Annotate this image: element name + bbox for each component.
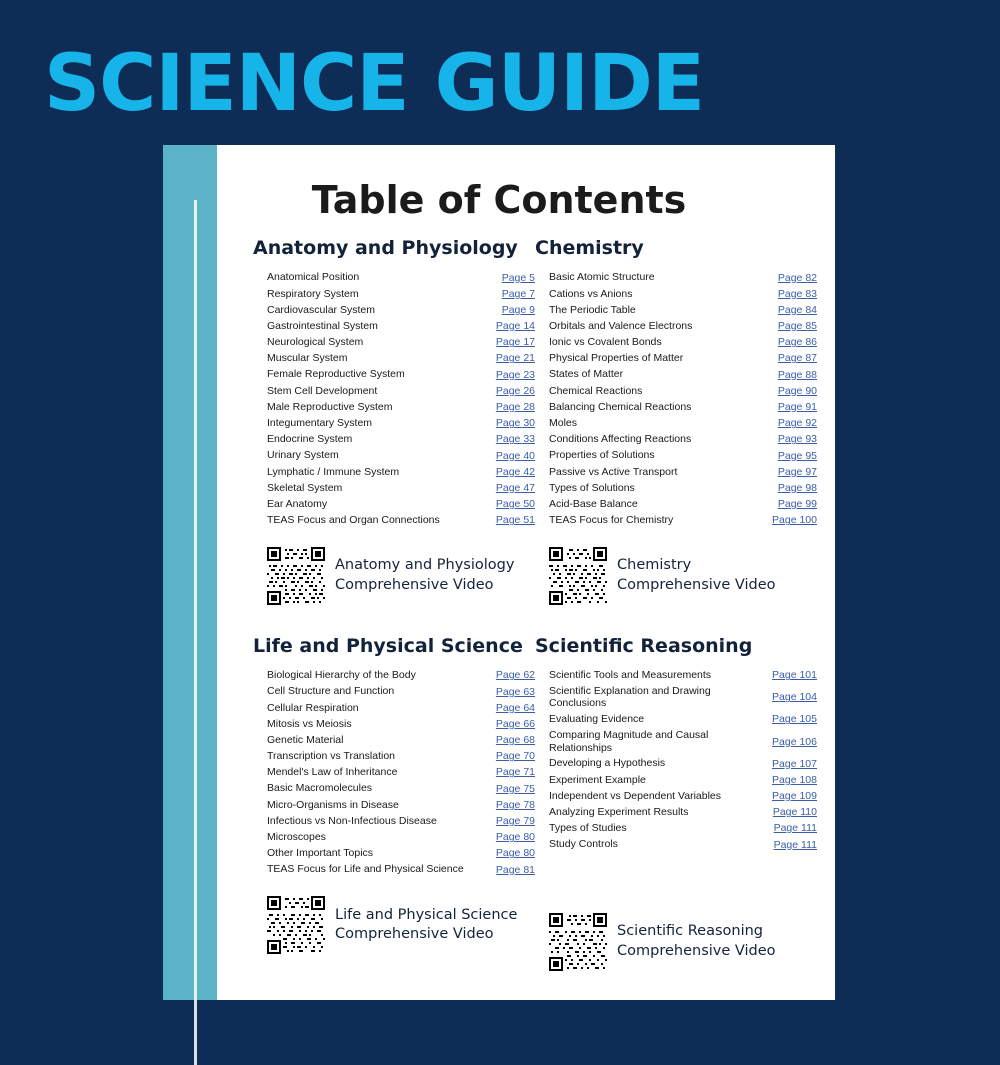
toc-entry-label: Basic Atomic Structure xyxy=(549,271,655,284)
toc-entry-label: Balancing Chemical Reactions xyxy=(549,400,692,413)
toc-list xyxy=(535,271,817,527)
list-item[interactable] xyxy=(535,757,817,770)
toc-entry-label: Muscular System xyxy=(267,352,348,365)
qr-caption-line2: Comprehensive Video xyxy=(335,576,494,593)
section-heading: Life and Physical Science xyxy=(253,634,523,657)
toc-entry-label: Orbitals and Valence Electrons xyxy=(549,319,693,332)
toc-entry-page[interactable]: Page 79 xyxy=(495,815,535,827)
toc-entry-label: Developing a Hypothesis xyxy=(549,757,666,770)
list-item[interactable] xyxy=(253,798,535,811)
toc-entry-label: Analyzing Experiment Results xyxy=(549,805,689,818)
list-item[interactable] xyxy=(535,352,817,365)
qr-code-icon[interactable] xyxy=(549,547,607,605)
toc-entry-label: Gastrointestinal System xyxy=(267,319,378,332)
toc-entry-page[interactable]: Page 101 xyxy=(772,669,817,682)
toc-entry-label: Ear Anatomy xyxy=(267,497,328,510)
list-item[interactable] xyxy=(253,449,535,462)
toc-content xyxy=(217,237,835,1000)
toc-entry-label: Genetic Material xyxy=(267,733,344,746)
list-item[interactable] xyxy=(535,481,817,494)
toc-entry-page[interactable]: Page 30 xyxy=(495,417,535,430)
toc-entry-label: Other Important Topics xyxy=(267,847,374,860)
toc-entry-page[interactable]: Page 42 xyxy=(495,465,535,478)
list-item[interactable] xyxy=(253,717,535,730)
qr-caption xyxy=(617,556,776,595)
list-item[interactable] xyxy=(253,287,535,300)
toc-entry-page[interactable]: Page 51 xyxy=(495,514,535,527)
toc-entry-label: Independent vs Dependent Variables xyxy=(549,789,722,802)
qr-code-icon[interactable] xyxy=(267,547,325,605)
toc-entry-page[interactable]: Page 75 xyxy=(495,782,535,795)
toc-entry-page[interactable]: Page 7 xyxy=(501,287,535,300)
qr-caption-line2: Comprehensive Video xyxy=(617,576,776,593)
toc-entry-page[interactable]: Page 5 xyxy=(501,271,535,284)
toc-section-scientific-reasoning xyxy=(535,635,817,971)
toc-entry-page[interactable]: Page 21 xyxy=(495,352,535,365)
qr-caption-line1: Chemistry xyxy=(617,557,692,574)
side-band-line xyxy=(194,200,197,1065)
toc-entry-page[interactable]: Page 14 xyxy=(495,320,535,333)
toc-entry-label: Ionic vs Covalent Bonds xyxy=(549,336,662,349)
toc-entry-label: States of Matter xyxy=(549,368,624,381)
qr-block-life-and-physical-science[interactable] xyxy=(253,896,535,954)
list-item[interactable] xyxy=(253,514,535,527)
list-item[interactable] xyxy=(535,789,817,802)
list-item[interactable] xyxy=(253,271,535,284)
toc-entry-page[interactable]: Page 86 xyxy=(777,336,817,349)
toc-entry-page[interactable]: Page 105 xyxy=(772,713,817,726)
toc-entry-page[interactable]: Page 9 xyxy=(501,303,535,316)
toc-entry-label: Stem Cell Development xyxy=(267,384,378,397)
qr-caption xyxy=(335,556,514,595)
qr-block-scientific-reasoning[interactable] xyxy=(535,913,817,971)
list-item[interactable] xyxy=(253,401,535,414)
list-item[interactable] xyxy=(253,384,535,397)
list-item[interactable] xyxy=(253,368,535,381)
toc-entry-label: Passive vs Active Transport xyxy=(549,465,678,478)
toc-entry-page[interactable]: Page 80 xyxy=(495,847,535,860)
toc-entry-label: Cardiovascular System xyxy=(267,303,375,316)
toc-entry-page[interactable]: Page 97 xyxy=(777,465,817,478)
toc-entry-page[interactable]: Page 23 xyxy=(495,368,535,381)
toc-entry-page[interactable]: Page 106 xyxy=(772,735,817,748)
list-item[interactable] xyxy=(535,838,817,851)
list-item[interactable] xyxy=(535,417,817,430)
toc-entry-label: Biological Hierarchy of the Body xyxy=(267,669,416,682)
toc-entry-page[interactable]: Page 80 xyxy=(495,831,535,844)
list-item[interactable] xyxy=(535,498,817,511)
list-item[interactable] xyxy=(253,847,535,860)
toc-entry-label: Acid-Base Balance xyxy=(549,497,638,510)
toc-entry-label: TEAS Focus for Life and Physical Science xyxy=(267,863,464,876)
toc-entry-page[interactable]: Page 95 xyxy=(777,449,817,462)
list-item[interactable] xyxy=(253,303,535,316)
toc-entry-label: Micro-Organisms in Disease xyxy=(267,798,399,811)
toc-list xyxy=(253,271,535,527)
toc-entry-label: Cations vs Anions xyxy=(549,287,633,300)
qr-caption-line2: Comprehensive Video xyxy=(617,943,776,959)
toc-entry-page[interactable]: Page 98 xyxy=(777,481,817,494)
list-item[interactable] xyxy=(535,822,817,835)
list-item[interactable] xyxy=(253,685,535,698)
toc-entry-label: Chemical Reactions xyxy=(549,384,643,397)
toc-entry-page[interactable]: Page 78 xyxy=(495,798,535,811)
toc-entry-label: Physical Properties of Matter xyxy=(549,352,684,365)
list-item[interactable] xyxy=(535,449,817,462)
section-heading: Chemistry xyxy=(535,237,644,259)
toc-entry-page[interactable]: Page 100 xyxy=(772,514,817,527)
toc-entry-label: Properties of Solutions xyxy=(549,449,655,462)
toc-entry-label: Moles xyxy=(549,417,578,429)
toc-entry-page[interactable]: Page 107 xyxy=(772,757,817,770)
toc-entry-label: The Periodic Table xyxy=(549,303,636,316)
toc-entry-label: Conditions Affecting Reactions xyxy=(549,433,692,446)
toc-entry-page[interactable]: Page 63 xyxy=(495,685,535,698)
toc-entry-page[interactable]: Page 28 xyxy=(495,401,535,413)
list-item[interactable] xyxy=(253,352,535,365)
toc-section-chemistry xyxy=(535,237,817,605)
section-heading: Scientific Reasoning xyxy=(535,634,753,657)
toc-list xyxy=(535,669,817,851)
list-item[interactable] xyxy=(535,514,817,527)
toc-entry-page[interactable]: Page 82 xyxy=(777,271,817,284)
toc-entry-label: Study Controls xyxy=(549,838,618,851)
toc-entry-page[interactable]: Page 17 xyxy=(495,336,535,349)
toc-entry-page[interactable]: Page 68 xyxy=(495,734,535,747)
list-item[interactable] xyxy=(253,750,535,763)
list-item[interactable] xyxy=(253,433,535,446)
list-item[interactable] xyxy=(535,465,817,478)
qr-caption xyxy=(335,906,517,945)
toc-entry-label: Microscopes xyxy=(267,831,326,843)
list-item[interactable] xyxy=(535,806,817,819)
toc-entry-label: Anatomical Position xyxy=(267,271,360,284)
toc-entry-label: Cell Structure and Function xyxy=(267,685,395,698)
toc-entry-label: Male Reproductive System xyxy=(267,400,393,413)
section-heading: Anatomy and Physiology xyxy=(253,237,518,259)
list-item[interactable] xyxy=(535,773,817,786)
toc-entry-page[interactable]: Page 83 xyxy=(777,287,817,300)
list-item[interactable] xyxy=(535,713,817,726)
list-item[interactable] xyxy=(253,701,535,714)
list-item[interactable] xyxy=(253,481,535,494)
toc-entry-label: Female Reproductive System xyxy=(267,368,405,381)
toc-entry-page[interactable]: Page 111 xyxy=(773,822,817,835)
toc-entry-page[interactable]: Page 91 xyxy=(777,401,817,413)
toc-entry-label: Types of Solutions xyxy=(549,481,635,494)
toc-entry-label: Scientific Explanation and Drawing Conclusions xyxy=(549,685,711,710)
list-item[interactable] xyxy=(535,303,817,316)
toc-entry-page[interactable]: Page 85 xyxy=(777,320,817,333)
toc-entry-label: Transcription vs Translation xyxy=(267,750,395,763)
toc-entry-label: Experiment Example xyxy=(549,773,646,786)
list-item[interactable] xyxy=(253,831,535,844)
toc-entry-page[interactable]: Page 62 xyxy=(495,669,535,682)
toc-columns-top xyxy=(217,237,835,605)
toc-entry-label: Basic Macromolecules xyxy=(267,782,373,795)
list-item[interactable] xyxy=(253,766,535,779)
qr-caption-line2: Comprehensive Video xyxy=(335,926,494,943)
toc-entry-label: Infectious vs Non-Infectious Disease xyxy=(267,814,437,827)
list-item[interactable] xyxy=(253,782,535,795)
toc-entry-label: Skeletal System xyxy=(267,481,343,494)
qr-code-icon[interactable] xyxy=(549,913,607,971)
list-item[interactable] xyxy=(535,320,817,333)
toc-entry-page[interactable]: Page 33 xyxy=(495,433,535,446)
list-item[interactable] xyxy=(535,271,817,284)
list-item[interactable] xyxy=(535,685,817,710)
toc-entry-page[interactable]: Page 93 xyxy=(777,433,817,446)
qr-caption-line1: Life and Physical Science xyxy=(335,906,518,923)
toc-entry-page[interactable]: Page 92 xyxy=(777,417,817,430)
list-item[interactable] xyxy=(535,368,817,381)
toc-list xyxy=(253,669,535,876)
toc-entry-label: Evaluating Evidence xyxy=(549,713,645,726)
list-item[interactable] xyxy=(535,384,817,397)
toc-entry-label: TEAS Focus for Chemistry xyxy=(549,514,674,527)
qr-caption-line1: Scientific Reasoning xyxy=(617,923,764,940)
document-page xyxy=(163,145,835,1000)
toc-entry-label: Integumentary System xyxy=(267,417,373,429)
list-item[interactable] xyxy=(253,336,535,349)
list-item[interactable] xyxy=(253,498,535,511)
toc-entry-page[interactable]: Page 90 xyxy=(777,384,817,397)
qr-caption xyxy=(617,922,776,961)
toc-columns-bottom xyxy=(217,635,835,971)
page-side-band xyxy=(163,145,217,1000)
toc-entry-label: TEAS Focus and Organ Connections xyxy=(267,514,440,527)
banner-title: SCIENCE GUIDE xyxy=(44,39,705,129)
list-item[interactable] xyxy=(253,669,535,682)
list-item[interactable] xyxy=(535,729,817,754)
list-item[interactable] xyxy=(535,433,817,446)
toc-entry-page[interactable]: Page 81 xyxy=(495,863,535,876)
list-item[interactable] xyxy=(253,320,535,333)
list-item[interactable] xyxy=(253,465,535,478)
toc-entry-page[interactable]: Page 66 xyxy=(495,717,535,730)
toc-entry-label: Cellular Respiration xyxy=(267,701,359,714)
toc-entry-page[interactable]: Page 71 xyxy=(495,766,535,779)
toc-entry-label: Mitosis vs Meiosis xyxy=(267,717,352,730)
toc-entry-label: Comparing Magnitude and Causal Relationships xyxy=(549,729,709,754)
toc-entry-label: Types of Studies xyxy=(549,822,627,835)
toc-entry-label: Urinary System xyxy=(267,449,339,462)
toc-entry-page[interactable]: Page 104 xyxy=(772,691,817,704)
list-item[interactable] xyxy=(535,401,817,414)
toc-entry-label: Lymphatic / Immune System xyxy=(267,465,400,478)
toc-entry-page[interactable]: Page 70 xyxy=(495,750,535,763)
toc-entry-label: Scientific Tools and Measurements xyxy=(549,669,712,682)
list-item[interactable] xyxy=(535,287,817,300)
toc-entry-page[interactable]: Page 108 xyxy=(772,773,817,786)
toc-entry-page[interactable]: Page 111 xyxy=(773,838,817,851)
toc-entry-page[interactable]: Page 110 xyxy=(772,806,817,819)
page-title: Table of Contents xyxy=(311,178,687,222)
toc-entry-page[interactable]: Page 40 xyxy=(495,449,535,462)
toc-entry-label: Mendel's Law of Inheritance xyxy=(267,766,398,779)
qr-block-anatomy[interactable] xyxy=(253,547,535,605)
toc-entry-page[interactable]: Page 109 xyxy=(772,789,817,802)
toc-entry-page[interactable]: Page 87 xyxy=(777,352,817,365)
toc-entry-page[interactable]: Page 99 xyxy=(777,498,817,511)
qr-caption-line1: Anatomy and Physiology xyxy=(335,557,515,574)
toc-entry-label: Neurological System xyxy=(267,336,364,349)
list-item[interactable] xyxy=(535,669,817,682)
list-item[interactable] xyxy=(253,863,535,876)
list-item[interactable] xyxy=(253,734,535,747)
toc-entry-page[interactable]: Page 64 xyxy=(495,701,535,714)
list-item[interactable] xyxy=(535,336,817,349)
list-item[interactable] xyxy=(253,815,535,828)
toc-entry-page[interactable]: Page 47 xyxy=(495,481,535,494)
toc-section-life-and-physical-science xyxy=(253,635,535,971)
toc-entry-page[interactable]: Page 26 xyxy=(495,384,535,397)
qr-block-chemistry[interactable] xyxy=(535,547,817,605)
toc-entry-label: Respiratory System xyxy=(267,287,359,300)
toc-entry-page[interactable]: Page 84 xyxy=(777,303,817,316)
toc-entry-page[interactable]: Page 50 xyxy=(495,498,535,511)
list-item[interactable] xyxy=(253,417,535,430)
qr-code-icon[interactable] xyxy=(267,896,325,954)
toc-entry-label: Endocrine System xyxy=(267,433,353,446)
toc-section-anatomy-and-physiology xyxy=(253,237,535,605)
section-gap xyxy=(217,605,835,635)
toc-entry-page[interactable]: Page 88 xyxy=(777,368,817,381)
